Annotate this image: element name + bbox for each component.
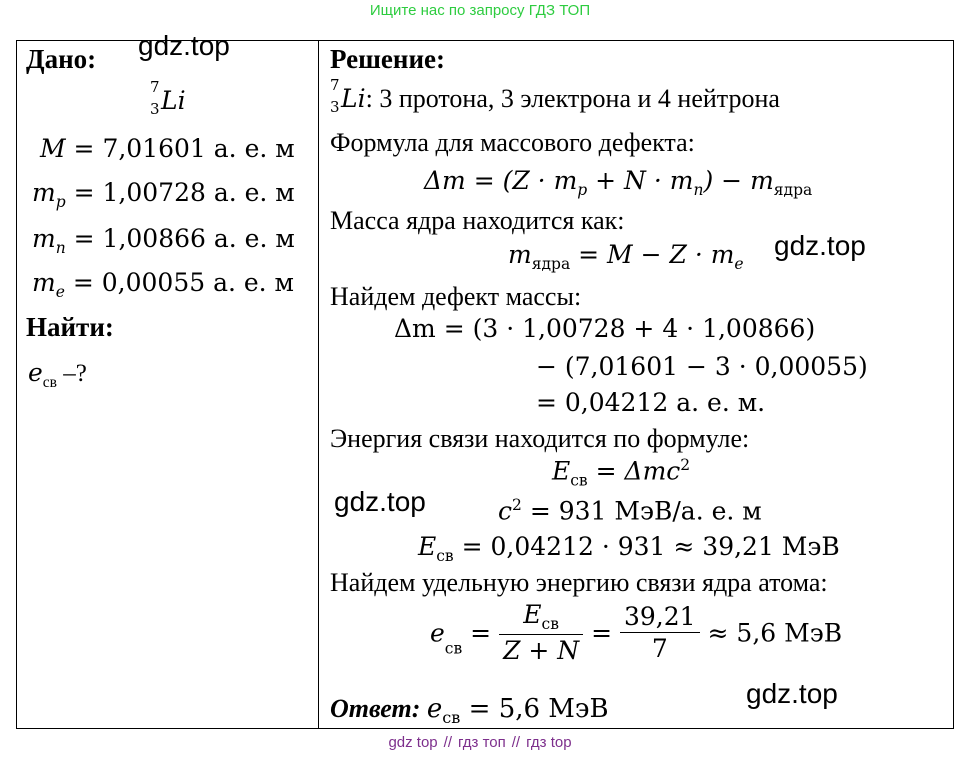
fraction-energy-over-nucleons: $\frac{E_{св}}{Z + N}$ [499, 600, 583, 666]
footer-link[interactable]: гдз топ [458, 734, 506, 751]
isotope-atomic-number: 3 [150, 100, 160, 118]
find-quantity: $e_{св}$ –? [28, 358, 87, 391]
mass-label: Масса ядра находится как: [330, 206, 625, 235]
specific-energy-label: Найдем удельную энергию связи ядра атома: [330, 568, 828, 597]
given-electron-mass: $m_e = 0,00055$ а. е. м [32, 268, 295, 301]
watermark: gdz.top [138, 30, 230, 61]
find-heading: Найти: [26, 312, 114, 342]
nucleus-mass-formula: $m_{ядра} = M - Z \cdot m_e$ [508, 240, 744, 273]
watermark: gdz.top [774, 230, 866, 261]
answer-line: Ответ: $e_{св} = 5,6$ МэВ [330, 694, 609, 728]
given-neutron-mass: $m_n = 1,00866$ а. е. м [32, 224, 295, 257]
defect-label: Найдем дефект массы: [330, 282, 582, 311]
defect-calc-line-1: Δm = (3 · 1,00728 + 4 · 1,00866) [394, 314, 816, 343]
defect-calc-line-2: − (7,01601 − 3 · 0,00055) [536, 352, 868, 381]
isotope-symbol [150, 78, 186, 118]
c-squared-line: $c^2 = 931$ МэВ/а. е. м [498, 496, 762, 526]
given-heading: Дано: [26, 44, 97, 74]
column-divider [318, 40, 319, 729]
energy-label: Энергия связи находится по формуле: [330, 424, 750, 453]
watermark: gdz.top [746, 678, 838, 709]
formula-label: Формула для массового дефекта: [330, 128, 695, 157]
solution-heading: Решение: [330, 44, 445, 74]
mass-defect-formula: $\Delta m = (Z \cdot m_p + N \cdot m_n) - m_{ядра}$ [424, 166, 813, 199]
binding-energy-formula: $E_{св} = \Delta mc^2$ [552, 456, 691, 490]
footer-links: gdz top // гдз топ // гдз top [388, 734, 572, 751]
defect-calc-result: = 0,04212 а. е. м. [536, 388, 766, 417]
nucleus-composition: 7 3 Li: 3 протона, 3 электрона и 4 нейтрона [330, 76, 780, 116]
footer-link[interactable]: gdz top [388, 734, 438, 751]
specific-energy-formula: $e_{св}$ = $\frac{E_{св}}{Z + N}$ = $\frac{39,21}{7}$ ≈ 5,6 МэВ [430, 600, 843, 665]
fraction-numeric: $\frac{39,21}{7}$ [620, 602, 700, 664]
given-proton-mass: $m_p = 1,00728$ а. е. м [32, 178, 295, 211]
footer-link[interactable]: гдз top [526, 734, 572, 751]
isotope-mass-number: 7 [150, 78, 160, 96]
watermark: gdz.top [334, 486, 426, 517]
isotope-letters: Li [161, 86, 186, 115]
binding-energy-calc: $E_{св} = 0,04212 \cdot 931 \approx 39,21$ МэВ [418, 532, 840, 565]
search-banner: Ищите нас по запросу ГДЗ ТОП [369, 2, 591, 19]
given-molar-mass: M = 7,01601 а. е. м [40, 134, 295, 163]
